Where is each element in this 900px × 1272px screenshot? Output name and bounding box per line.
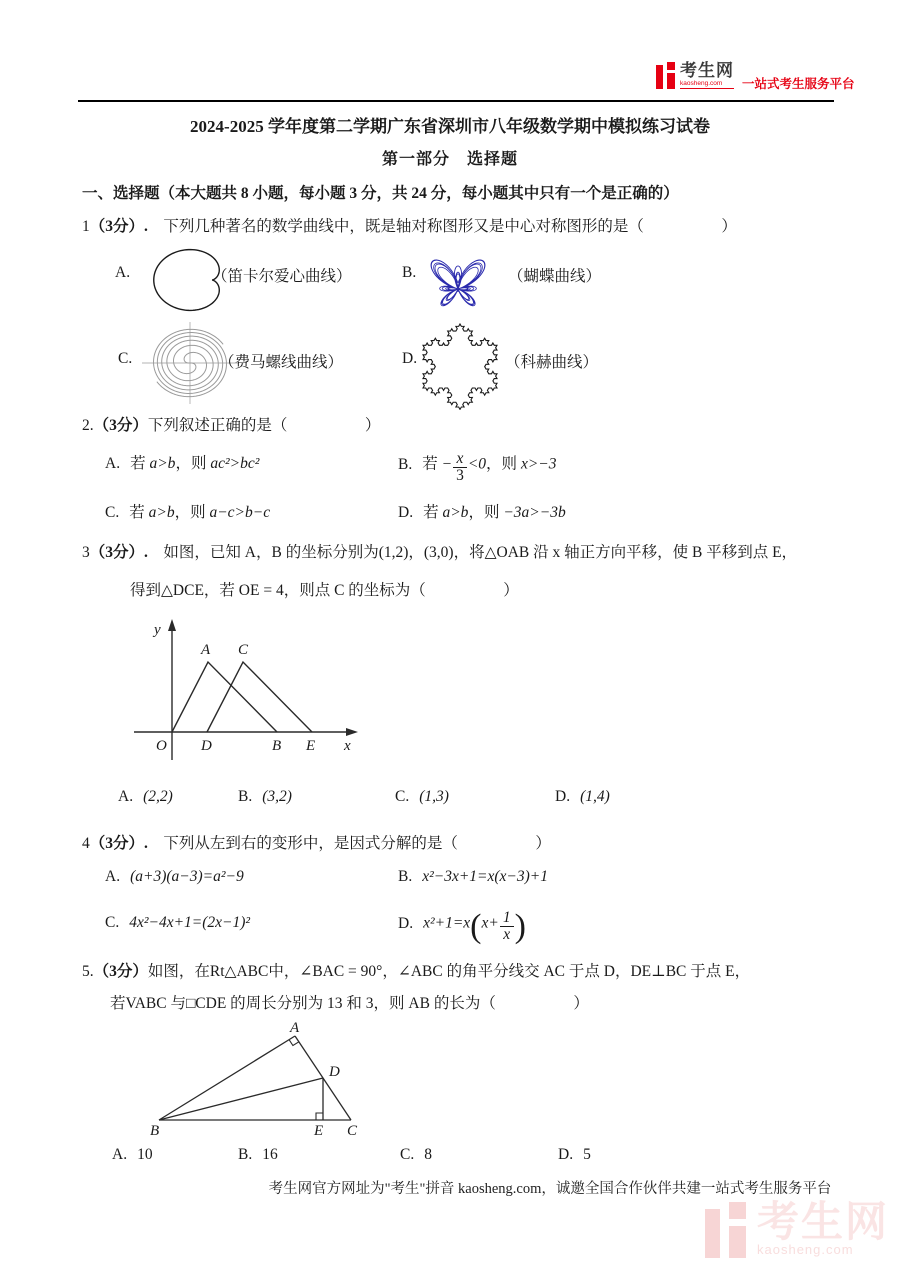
watermark-domain: kaosheng.com [757, 1241, 854, 1257]
question-2-stem: 2.（3分）下列叙述正确的是（ ） [82, 417, 381, 434]
kaosheng-watermark-icon [705, 1202, 749, 1258]
q3-coordinate-figure [112, 612, 372, 772]
footer-text: 考生网官方网址为"考生"拼音 kaosheng.com，诚邀全国合作伙伴共建一站式考生服务平台 [268, 1181, 832, 1197]
q3-option-a: A. (2,2) [118, 788, 173, 805]
paper-title: 2024-2025 学年度第二学期广东省深圳市八年级数学期中模拟练习试卷 [190, 117, 710, 136]
q3-option-b: B. (3,2) [238, 788, 292, 805]
q1-option-d-caption: （科赫曲线） [505, 354, 599, 371]
q5-option-b: B. 16 [238, 1146, 278, 1163]
q3-option-d: D. (1,4) [555, 788, 610, 805]
section-heading: 一、选择题（本大题共 8 小题，每小题 3 分，共 24 分，每小题其中只有一个是正确的） [82, 185, 679, 202]
question-5-stem-line2: 若VABC 与□CDE 的周长分别为 13 和 3，则 AB 的长为（ ） [110, 995, 589, 1012]
kaosheng-watermark [705, 1198, 890, 1258]
q1-option-c-label: C. [118, 350, 133, 367]
q1-option-a-label: A. [115, 264, 131, 281]
label-A: A [201, 642, 211, 658]
label-E: E [314, 1123, 324, 1139]
q1-option-c-caption: （费马螺线曲线） [219, 354, 344, 371]
logo-tagline: 一站式考生服务平台 [742, 77, 855, 91]
label-C: C [238, 642, 249, 658]
question-4-stem: 4（3分）. 下列从左到右的变形中，是因式分解的是（ ） [82, 835, 551, 852]
header-divider [78, 100, 834, 102]
question-1-stem: 1（3分）. 下列几种著名的数学曲线中，既是轴对称图形又是中心对称图形的是（ ） [82, 218, 737, 235]
question-3-stem-line1: 3（3分）. 如图，已知 A，B 的坐标分别为(1,2)，(3,0)，将△OAB 沿 x 轴正方向平移，使 B 平移到点 E， [82, 544, 798, 561]
label-O: O [156, 738, 167, 754]
q4-option-d: D. x²+1=x(x+ $\frac{1}{x}$ ) [398, 908, 526, 946]
q4-option-c: C. 4x²−4x+1=(2x−1)² [105, 914, 251, 931]
label-C: C [347, 1123, 358, 1139]
label-D: D [329, 1064, 340, 1080]
q3-option-c: C. (1,3) [395, 788, 449, 805]
q5-option-c: C. 8 [400, 1146, 432, 1163]
q2-option-b: B. 若 − $\frac{x}{3}$ <0，则 x>−3 [398, 450, 557, 485]
logo-domain: kaosheng.com [680, 79, 734, 89]
q2-option-c: C. 若 a>b，则 a−c>b−c [105, 504, 271, 521]
label-B: B [272, 738, 282, 754]
q5-triangle-figure [145, 1018, 385, 1140]
q2-option-a: A. 若 a>b，则 ac²>bc² [105, 455, 260, 472]
label-D: D [201, 738, 212, 754]
label-B: B [150, 1123, 160, 1139]
q1-option-d-label: D. [402, 350, 418, 367]
kaosheng-logo [656, 62, 855, 92]
question-5-stem-line1: 5.（3分）如图，在Rt△ABC中，∠BAC = 90°，∠ABC 的角平分线交 AC 于点 D，DE⊥BC 于点 E， [82, 963, 751, 980]
kaosheng-logo-icon [656, 62, 676, 89]
part-heading: 第一部分 选择题 [381, 151, 518, 168]
triangle-DCE [207, 662, 312, 732]
right-angle-mark-E [316, 1113, 323, 1120]
x-axis-arrow [346, 728, 358, 736]
koch-snowflake-figure [418, 318, 503, 410]
y-axis-arrow [168, 619, 176, 631]
label-A: A [290, 1020, 300, 1036]
logo-name: 考生网 [680, 61, 734, 80]
q1-option-b-caption: （蝴蝶曲线） [508, 268, 602, 285]
q1-option-a-caption: （笛卡尔爱心曲线） [212, 268, 352, 285]
label-E: E [306, 738, 316, 754]
label-y: y [154, 622, 161, 638]
q5-option-d: D. 5 [558, 1146, 591, 1163]
watermark-name: 考生网 [757, 1198, 890, 1245]
q1-option-b-label: B. [402, 264, 417, 281]
q5-option-a: A. 10 [112, 1146, 153, 1163]
q4-option-b: B. x²−3x+1=x(x−3)+1 [398, 868, 549, 885]
q4-option-a: A. (a+3)(a−3)=a²−9 [105, 868, 244, 885]
q2-option-d: D. 若 a>b，则 −3a>−3b [398, 504, 566, 521]
question-3-stem-line2: 得到△DCE，若 OE = 4，则点 C 的坐标为（ ） [130, 582, 519, 599]
label-x: x [344, 738, 351, 754]
